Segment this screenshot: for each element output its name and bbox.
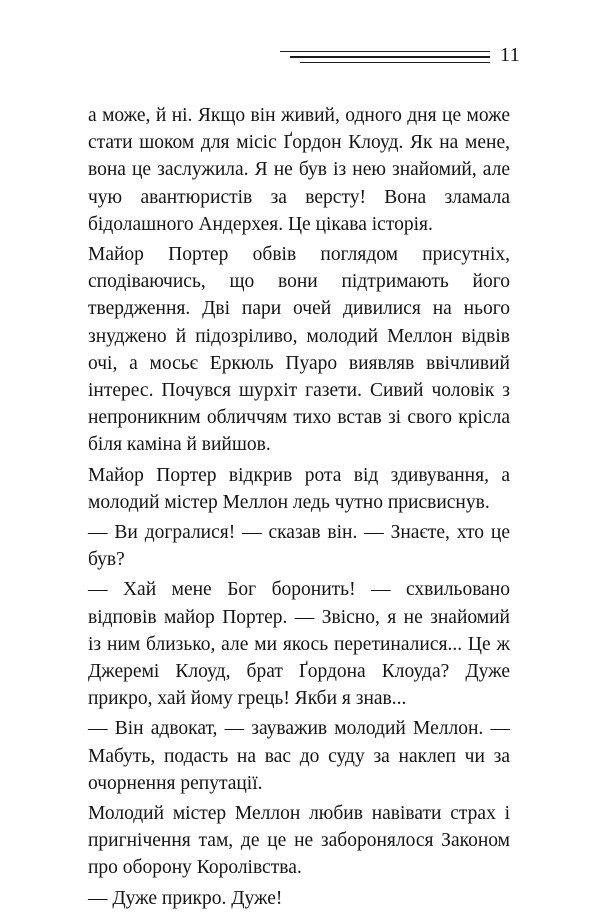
page-body — [88, 102, 510, 915]
header-rule-top — [280, 51, 490, 52]
paragraph-1: а може, й ні. Якщо він живий, одного дня це може стати шоком для місіс Ґордон Клоуд. Як на мене, вона це заслужила. Я не був із нею знайомий, але чую авантюристів за версту! Вона зламала бідолашного Андерхея. Це цікава історія. — [88, 105, 510, 235]
paragraph-4: — Ви догралися! — сказав він. — Знаєте, хто це був? — [88, 522, 510, 571]
header-rule-middle — [290, 56, 490, 58]
paragraph-6: — Він адвокат, — зауважив молодий Меллон. — Мабуть, подасть на вас до суду за наклеп чи за очорнення репутації. — [88, 718, 510, 794]
header-rule-bottom — [300, 62, 490, 63]
paragraph-8: — Дуже прикро. Дуже! — [88, 887, 283, 909]
paragraph-5: — Хай мене Бог боронить! — схвильовано відповів майор Портер. — Звісно, я не знайомий із ним близько, але ми якось перетиналися... Це ж Джеремі Клоуд, брат Ґордона Клоуда? Дуже прикро, хай йому грець! Якби я знав... — [88, 579, 510, 710]
paragraph-7: Молодий містер Меллон любив навівати страх і пригнічення там, де це не заборонялося Законом про оборону Королівства. — [88, 803, 510, 879]
page-number: 11 — [500, 44, 521, 66]
paragraph-2: Майор Портер обвів поглядом присутніх, сподіваючись, що вони підтримають його твердження. Дві пари очей дивилися на нього знуджено й підозріливо, молодий Меллон відвів очі, а мосьє Еркюль Пуаро виявляв ввічливий інтерес. Почувся шурхіт газети. Сивий чоловік з непроникним обличчям тихо встав зі свого крісла біля каміна й вийшов. — [88, 244, 510, 456]
paragraph-3: Майор Портер відкрив рота від здивування, а молодий містер Меллон ледь чутно присвиснув. — [88, 464, 510, 513]
